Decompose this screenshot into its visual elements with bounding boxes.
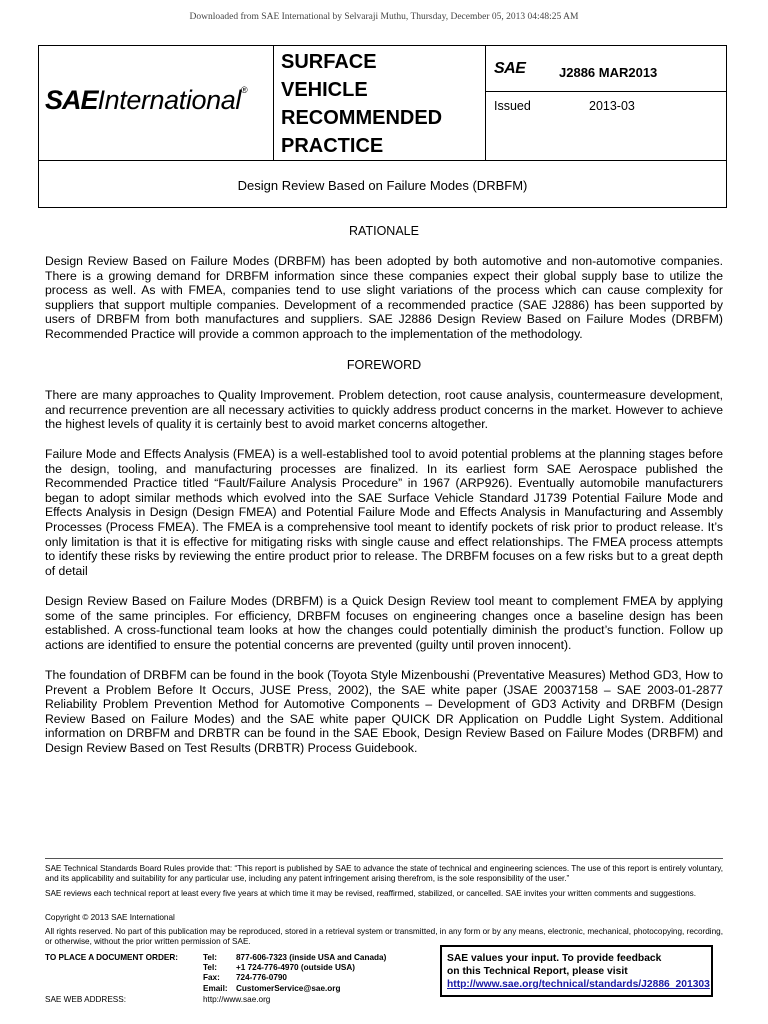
issued-date: 2013-03 (589, 99, 635, 113)
contact-value: 877-606-7323 (inside USA and Canada) (236, 953, 387, 962)
foreword-paragraph-2: Failure Mode and Effects Analysis (FMEA) is a well-established tool to avoid potential problems at the planning stages before the design, tooling, and manufacturing processes are finalized. In its earliest form SAE Aerospace published the Recommended Practice titled “Fault/Failure Analysis Procedure” in 1967 (ARP926). Eventually automobile manufacturers began to adopt similar methods which evolved into the SAE Surface Vehicle Standard J1739 Potential Failure Mode and Effects Analysis in Design (Design FMEA) and Potential Failure Mode and Effects Analysis in Manufacturing and Assembly Processes (Process FMEA). The FMEA is a comprehensive tool meant to identify pockets of risk prior to product release. It’s only limitation is that it is effective for mitigating risks with single cause and effect relationships. The FMEA process attempts to identify these risks by reviewing the entire product prior to release. The DRBFM focuses on a few risks but to a great depth of detail (45, 447, 723, 578)
rights-notice: All rights reserved. No part of this publication may be reproduced, stored in a retrieval system or transmitted, in any form or by any means, electronic, mechanical, photocopying, recording, or otherwise, without the prior written permission of SAE. (45, 927, 723, 947)
feedback-text-2: on this Technical Report, please visit (447, 966, 628, 977)
contact-label: Tel: (203, 963, 217, 972)
logo-international-text: International (97, 85, 241, 115)
registered-mark: ® (240, 85, 248, 95)
web-address-link[interactable]: http://www.sae.org (203, 995, 271, 1004)
order-heading: TO PLACE A DOCUMENT ORDER: (45, 953, 178, 962)
document-type: SURFACE VEHICLE RECOMMENDED PRACTICE (281, 51, 443, 157)
contact-label: Email: (203, 984, 228, 993)
feedback-text-1: SAE values your input. To provide feedback (447, 953, 662, 964)
board-rules-notice: SAE Technical Standards Board Rules provide that: “This report is published by SAE to advance the state of technical and engineering sciences. The use of this report is entirely voluntary, and its applicability and suitability for any particular use, including any patent infringement arising therefrom, is the sole responsibility of the user.” (45, 864, 723, 884)
feedback-box (440, 945, 713, 997)
rationale-paragraph: Design Review Based on Failure Modes (DRBFM) has been adopted by both automotive and non-automotive companies. There is a growing demand for DRBFM information since these companies expect their global supply base to utilize the process as well. As with FMEA, companies tend to use slight variations of the process which can cause complexity for suppliers that support multiple companies. Development of a recommended practice (SAE J2886) has been supported by users of DRBFM from both manufactures and suppliers. SAE J2886 Design Review Based on Failure Modes (DRBFM) Recommended Practice will provide a common approach to the implementation of the methodology. (45, 254, 723, 341)
download-banner: Downloaded from SAE International by Selvaraji Muthu, Thursday, December 05, 2013 04:48:25 AM (189, 12, 579, 22)
contact-label: Fax: (203, 973, 220, 982)
contact-value: +1 724-776-4970 (outside USA) (236, 963, 355, 972)
doc-number-row (486, 46, 726, 92)
copyright-notice: Copyright © 2013 SAE International (45, 913, 175, 922)
issued-label: Issued (494, 99, 531, 113)
foreword-paragraph-3: Design Review Based on Failure Modes (DRBFM) is a Quick Design Review tool meant to complement FMEA by applying some of the same principles. For efficiency, DRBFM focuses on engineering changes once a baseline design has been established. A cross-functional team looks at how the changes could potentially diminish the product’s function. Follow up actions are identified to ensure the potential concerns are prevented (guilty until proven innocent). (45, 594, 723, 652)
document-title: Design Review Based on Failure Modes (DRBFM) (237, 178, 528, 193)
logo-sae-text: SAE (45, 85, 98, 115)
doc-type-cell (274, 46, 486, 160)
foreword-heading: FOREWORD (346, 358, 422, 372)
logo-cell (39, 46, 274, 160)
sae-international-logo (45, 85, 248, 116)
document-header (38, 45, 727, 208)
sae-small-logo: SAE (494, 60, 526, 77)
contact-label: Tel: (203, 953, 217, 962)
doc-id-cell (486, 46, 726, 160)
web-address-label: SAE WEB ADDRESS: (45, 995, 126, 1004)
review-notice: SAE reviews each technical report at least every five years at which time it may be revised, reaffirmed, stabilized, or cancelled. SAE invites your written comments and suggestions. (45, 889, 697, 898)
title-row (39, 160, 726, 207)
contact-value[interactable]: CustomerService@sae.org (236, 984, 341, 993)
feedback-link[interactable]: http://www.sae.org/technical/standards/J2886_201303 (447, 979, 710, 990)
footer-divider (45, 858, 723, 859)
contact-value: 724-776-0790 (236, 973, 287, 982)
foreword-paragraph-1: There are many approaches to Quality Improvement. Problem detection, root cause analysis, countermeasure development, and recurrence prevention are all necessary activities to quickly address product concerns in the market. However to achieve the highest levels of quality it is certainly best to avoid market concerns altogether. (45, 388, 723, 432)
document-number: J2886 MAR2013 (559, 65, 658, 80)
rationale-heading: RATIONALE (349, 224, 419, 238)
foreword-paragraph-4: The foundation of DRBFM can be found in the book (Toyota Style Mizenboushi (Preventative Measures) Method GD3, How to Prevent a Problem Before It Occurs, JUSE Press, 2002), the SAE white paper (JSAE 20037158 – SAE 2003-01-2877 Reliability Problem Prevention Method for Automotive Components – Development of GD3 Activity and DRBFM (Design Review Based on Failure Modes) and the SAE white paper QUICK DR Application on Puddle Light System. Additional information on DRBFM and DRBTR can be found in the SAE Ebook, Design Review Based on Failure Modes (DRBFM) and Design Review Based on Test Results (DRBTR) Process Guidebook. (45, 668, 723, 755)
